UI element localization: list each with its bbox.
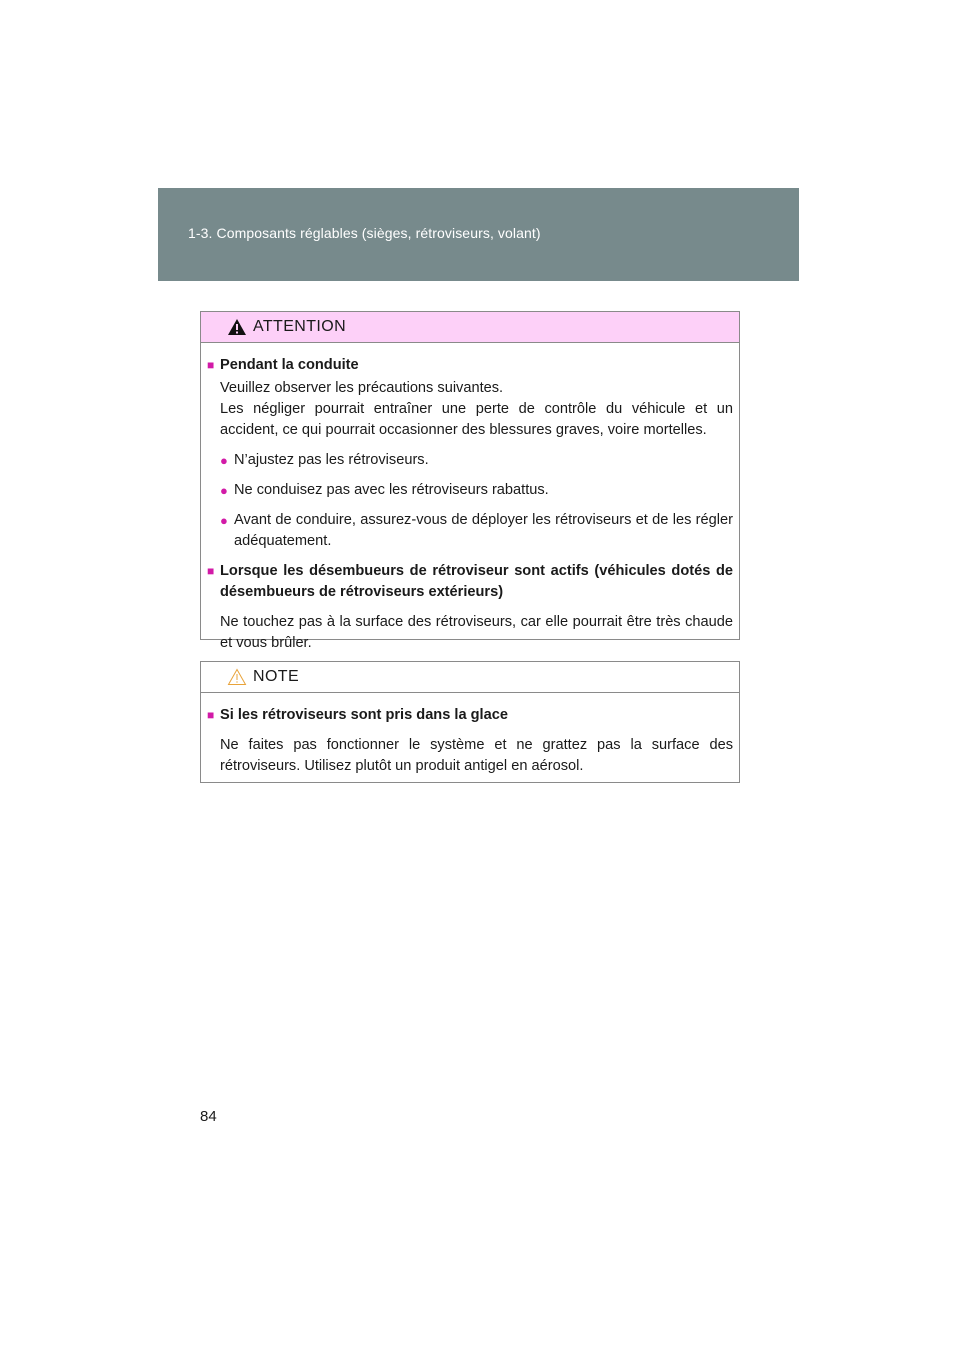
note-box <box>200 661 740 783</box>
section-title: 1-3. Composants réglables (sièges, rétroviseurs, volant) <box>188 225 541 241</box>
circle-bullet-icon: ● <box>220 483 228 498</box>
note-item-heading: ■ Si les rétroviseurs sont pris dans la glace <box>207 705 733 726</box>
note-title-bar <box>201 662 739 693</box>
circle-bullet-icon: ● <box>220 513 228 528</box>
warning-outline-icon <box>227 668 247 686</box>
note-title: NOTE <box>253 668 300 685</box>
attention-title: ATTENTION <box>253 318 347 335</box>
square-bullet-icon: ■ <box>207 358 215 372</box>
attention-box <box>200 311 740 651</box>
attention-title-bar <box>201 312 739 343</box>
attention-item-heading: ■ Lorsque les désembueurs de rétroviseur sont actifs (véhicules dotés de désembueurs de rétroviseurs extérieurs) <box>207 561 733 603</box>
warning-filled-icon <box>227 318 247 336</box>
attention-item-heading: ■ Pendant la conduite <box>207 355 733 376</box>
attention-paragraph: Veuillez observer les précautions suivantes. Les négliger pourrait entraîner une perte de contrôle du véhicule et un accident, ce qui pourrait occasionner des blessures graves, voire mortelles. <box>220 380 733 438</box>
attention-bullet: ● Ne conduisez pas avec les rétroviseurs rabattus. <box>207 480 733 501</box>
page-number: 84 <box>200 1108 217 1125</box>
circle-bullet-icon: ● <box>220 453 228 468</box>
attention-bullet: ● N’ajustez pas les rétroviseurs. <box>207 450 733 471</box>
note-paragraph: Ne faites pas fonctionner le système et ne grattez pas la surface des rétroviseurs. Utilisez plutôt un produit antigel en aérosol. <box>220 737 733 774</box>
square-bullet-icon: ■ <box>207 564 215 578</box>
attention-bullet: ● Avant de conduire, assurez-vous de déployer les rétroviseurs et de les régler adéquatement. <box>207 510 733 552</box>
note-body <box>201 693 739 791</box>
attention-body <box>201 343 739 668</box>
square-bullet-icon: ■ <box>207 708 215 722</box>
attention-paragraph: Ne touchez pas à la surface des rétroviseurs, car elle pourrait être très chaude et vous brûler. <box>220 614 733 651</box>
section-header-band <box>158 188 799 281</box>
